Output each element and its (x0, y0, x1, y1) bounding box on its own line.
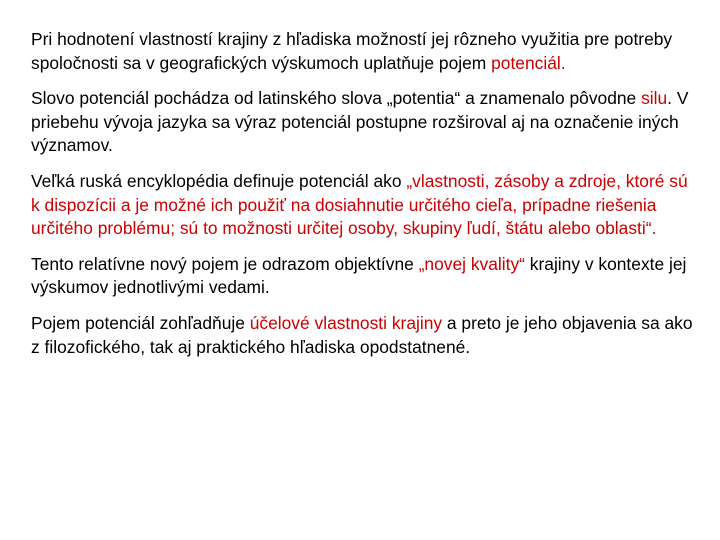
paragraph-text: Slovo potenciál pochádza od latinského slova „potentia“ a znamenalo pôvodne (31, 88, 642, 109)
paragraph-text: krajiny v kontexte jej výskumov jednotlivými vedami. (31, 253, 687, 298)
paragraph-text: . (651, 218, 657, 239)
paragraph-potential-definition (31, 28, 701, 75)
paragraph-text: Pojem potenciál zohľadňuje (31, 312, 250, 333)
paragraph-text: a preto je jeho objavenia sa ako z filozofického, tak aj praktického hľadiska opodstatnené. (31, 312, 693, 357)
highlighted-term: „novej kvality“ (418, 253, 525, 274)
paragraph-etymology (31, 87, 701, 158)
paragraph-purpose-properties (31, 312, 701, 359)
highlighted-term: silu (641, 88, 668, 109)
highlighted-term: účelové vlastnosti krajiny (249, 312, 443, 333)
slide-content (31, 28, 701, 371)
highlighted-term: potenciál (491, 52, 561, 73)
highlighted-quote: „vlastnosti, zásoby a zdroje, ktoré sú k dispozícii a je možné ich použiť na dosiahnutie určitého cieľa, prípadne riešenia určitého problému; sú to možnosti určitej osoby, skupiny ľudí, štátu alebo oblasti“ (31, 170, 688, 239)
paragraph-text: Pri hodnotení vlastností krajiny z hľadiska možností jej rôzneho využitia pre potreby spoločnosti sa v geografických výskumoch uplatňuje pojem (31, 29, 673, 73)
paragraph-text: Veľká ruská encyklopédia definuje potenciál ako (31, 170, 407, 191)
paragraph-new-quality (31, 253, 701, 300)
paragraph-text: . (560, 52, 566, 73)
paragraph-encyclopedia (31, 170, 701, 241)
paragraph-text: Tento relatívne nový pojem je odrazom objektívne (31, 253, 419, 274)
paragraph-text: . V priebehu vývoja jazyka sa výraz potenciál postupne rozširoval aj na označenie iných významov. (31, 88, 689, 156)
